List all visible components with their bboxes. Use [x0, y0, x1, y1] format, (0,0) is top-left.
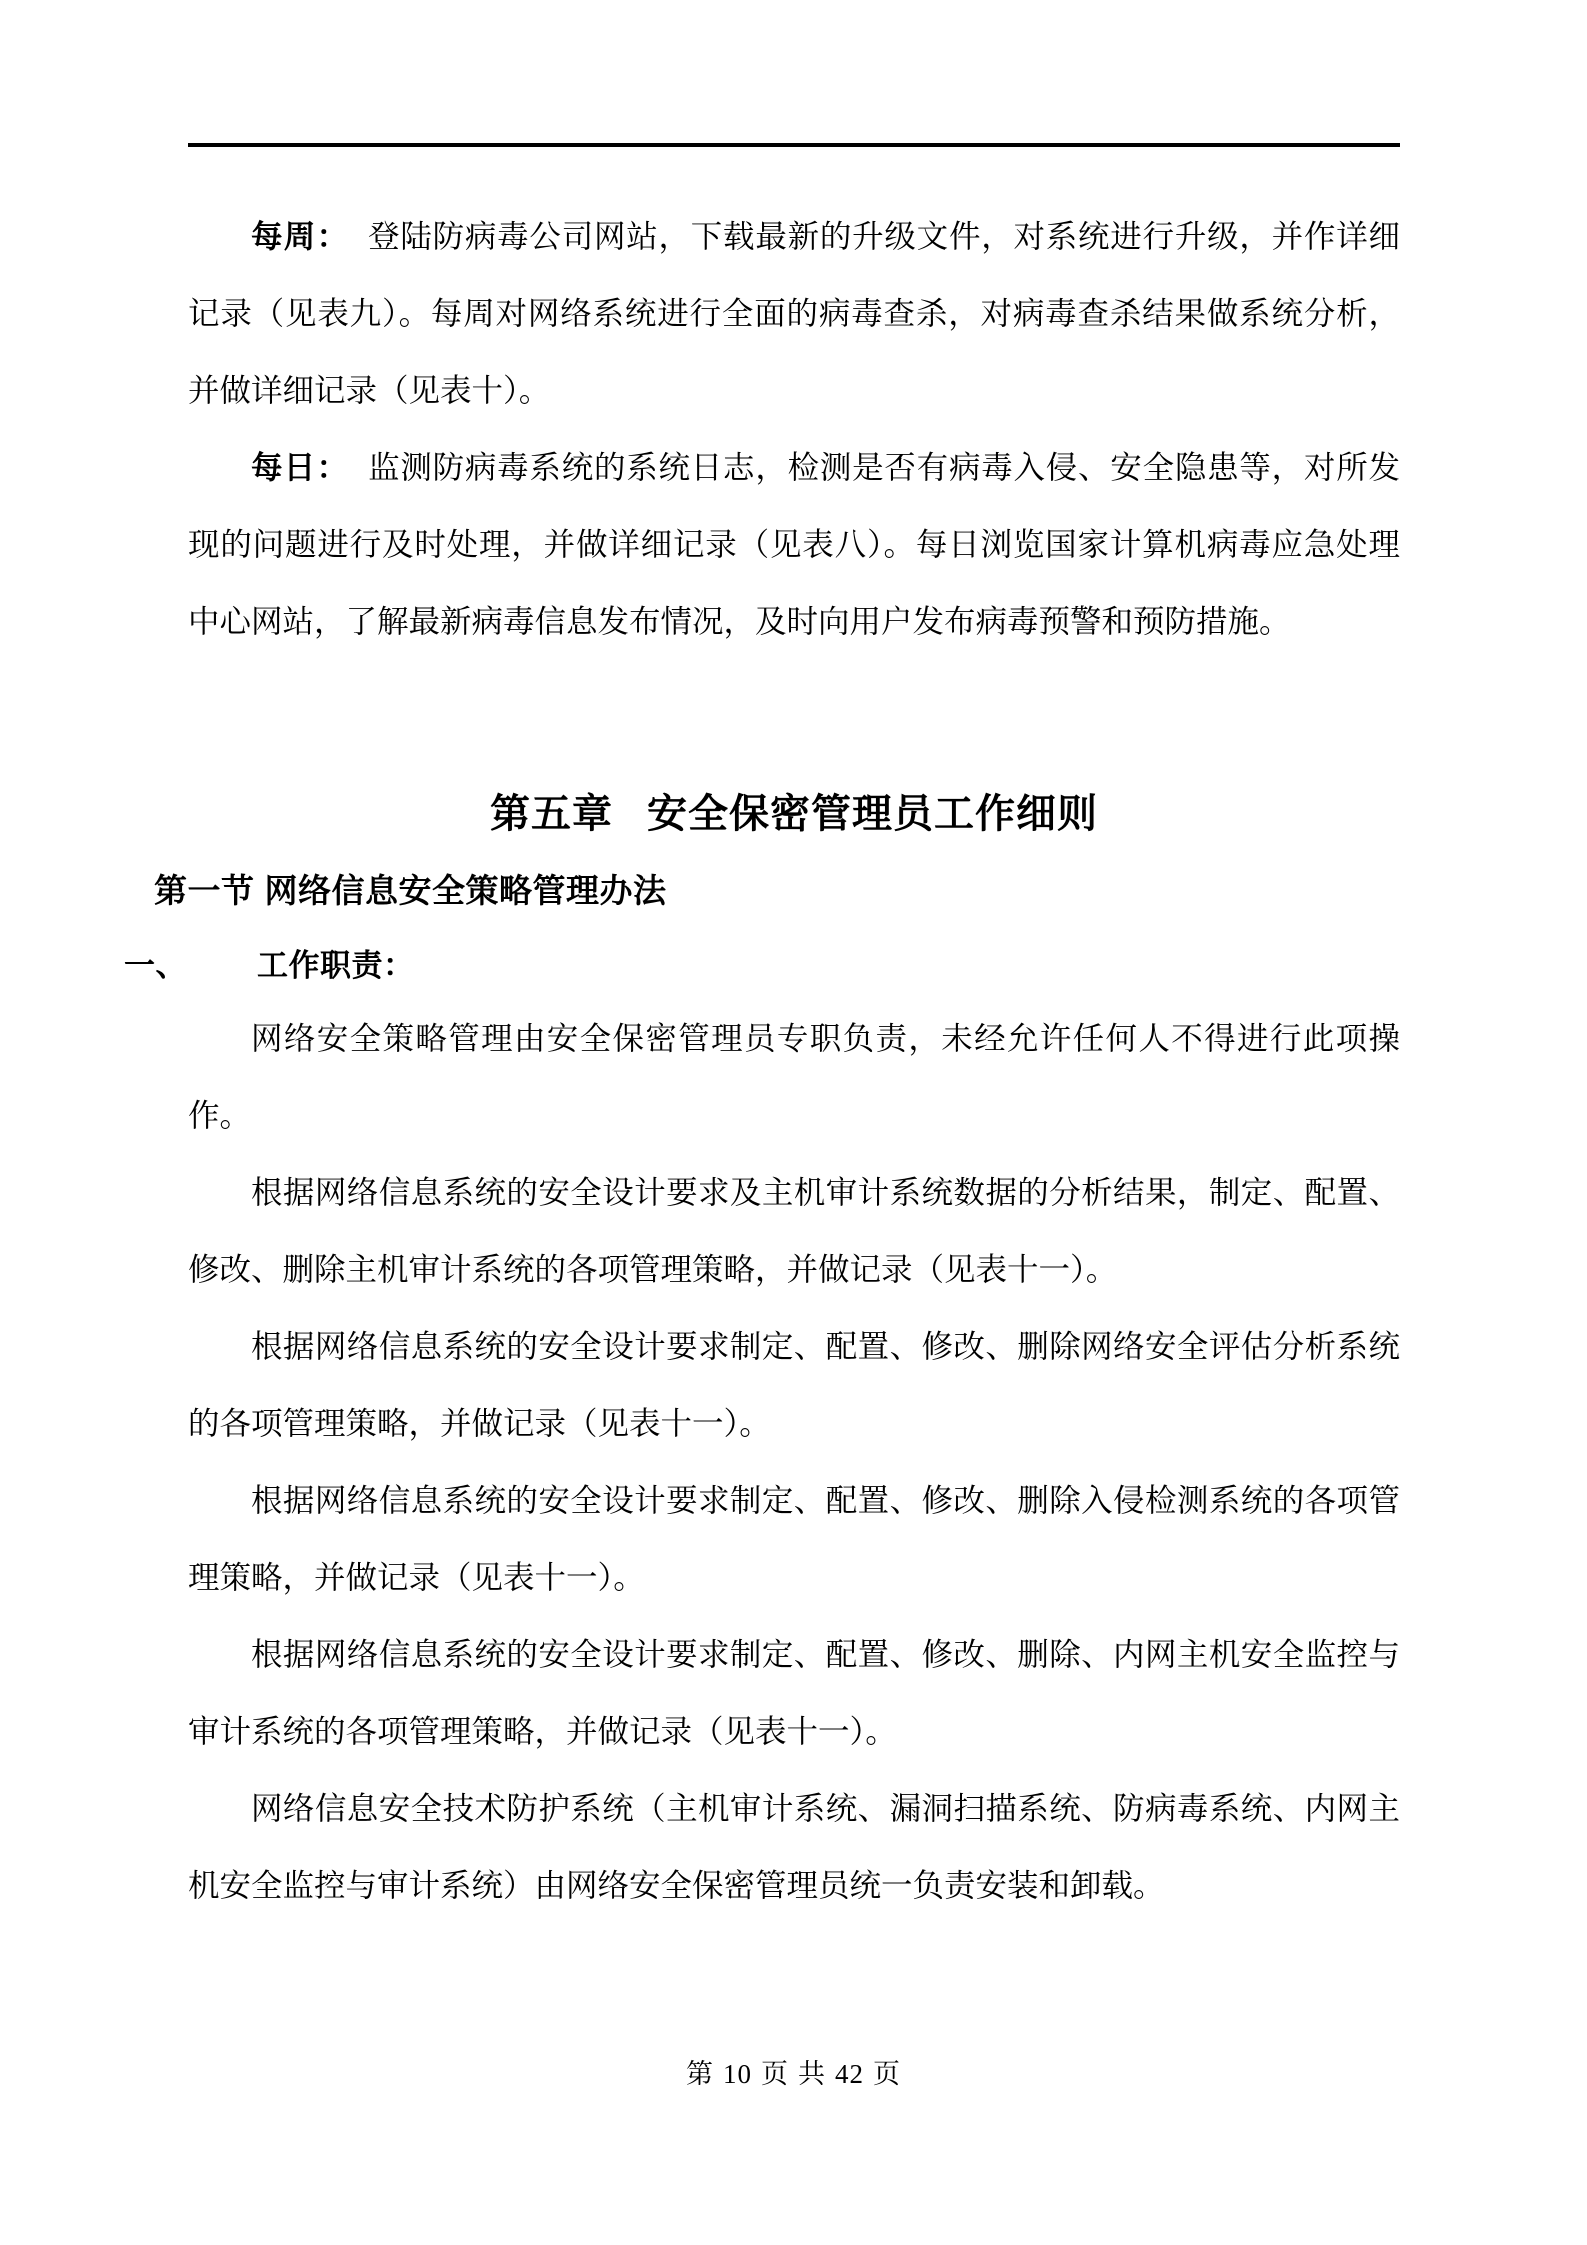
section-number: 第一节: [154, 872, 255, 909]
header-rule: [188, 143, 1400, 147]
paragraph-daily: [188, 429, 1400, 660]
paragraph-daily-label: 每日：: [251, 449, 350, 485]
duty-paragraph: 网络信息安全技术防护系统（主机审计系统、漏洞扫描系统、防病毒系统、内网主机安全监控与审计系统）由网络安全保密管理员统一负责安装和卸载。: [188, 1790, 1400, 1903]
paragraph-weekly-text: 登陆防病毒公司网站，下载最新的升级文件，对系统进行升级，并作详细记录（见表九）。每周对网络系统进行全面的病毒查杀，对病毒查杀结果做系统分析，并做详细记录（见表十）。: [188, 218, 1400, 408]
item-number: 一、: [124, 948, 187, 983]
footer-total-unit: 页: [873, 2059, 901, 2089]
page-footer: [0, 2052, 1587, 2091]
footer-of-label: 共: [798, 2059, 826, 2089]
chapter-heading: [188, 778, 1400, 850]
duty-paragraph: 根据网络信息系统的安全设计要求及主机审计系统数据的分析结果，制定、配置、修改、删除主机审计系统的各项管理策略，并做记录（见表十一）。: [188, 1174, 1400, 1287]
duty-paragraph: 根据网络信息系统的安全设计要求制定、配置、修改、删除入侵检测系统的各项管理策略，并做记录（见表十一）。: [188, 1482, 1400, 1595]
chapter-title-text: 安全保密管理员工作细则: [647, 792, 1098, 836]
chapter-number: 第五章: [490, 792, 613, 836]
paragraph-weekly: [188, 198, 1400, 429]
section-spacer: [188, 660, 1400, 778]
section-title-text: 网络信息安全策略管理办法: [264, 872, 667, 909]
section-heading: [154, 858, 1400, 924]
paragraph-weekly-label: 每周：: [251, 218, 350, 254]
footer-current-page: 10: [723, 2059, 752, 2089]
paragraph-daily-text: 监测防病毒系统的系统日志，检测是否有病毒入侵、安全隐患等，对所发现的问题进行及时处理，并做详细记录（见表八）。每日浏览国家计算机病毒应急处理中心网站，了解最新病毒信息发布情况，及时向用户发布病毒预警和预防措施。: [188, 449, 1400, 639]
footer-total-pages: 42: [835, 2059, 864, 2089]
duty-paragraph: 根据网络信息系统的安全设计要求制定、配置、修改、删除网络安全评估分析系统的各项管理策略，并做记录（见表十一）。: [188, 1328, 1400, 1441]
footer-page-unit: 页: [761, 2059, 789, 2089]
item-heading-duties: [124, 932, 1400, 1000]
item-title-text: 工作职责：: [257, 948, 415, 983]
document-content: [124, 198, 1400, 1924]
footer-prefix: 第: [686, 2059, 714, 2089]
duty-paragraph: 根据网络信息系统的安全设计要求制定、配置、修改、删除、内网主机安全监控与审计系统的各项管理策略，并做记录（见表十一）。: [188, 1636, 1400, 1749]
duty-paragraph: 网络安全策略管理由安全保密管理员专职负责，未经允许任何人不得进行此项操作。: [188, 1020, 1400, 1133]
